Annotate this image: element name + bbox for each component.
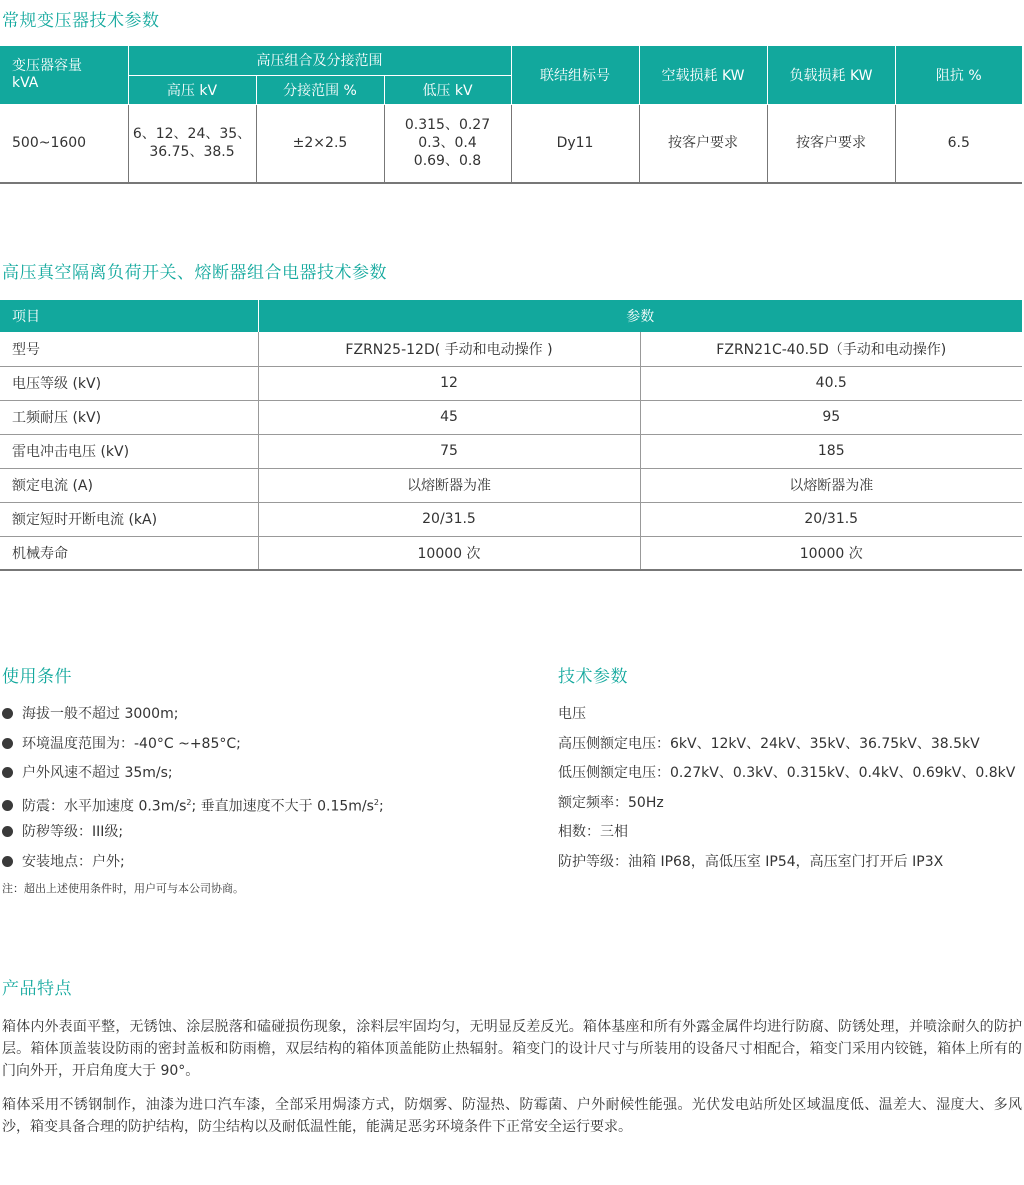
list-item: 户外风速不超过 35m/s; [2,763,384,793]
cell-hv: 6、12、24、35、 36.75、38.5 [128,104,256,183]
cell-impedance: 6.5 [895,104,1022,183]
bullet-icon [2,708,13,719]
header-load-loss: 负载损耗 KW [767,46,895,104]
row-value-a: 75 [258,434,640,468]
table-row [0,502,1022,536]
row-value-b: FZRN21C-40.5D（手动和电动操作) [640,332,1022,366]
cell-no-load: 按客户要求 [639,104,767,183]
list-item: 环境温度范围为：-40°C ~+85°C; [2,734,384,764]
features-paragraph-2: 箱体采用不锈钢制作，油漆为进口汽车漆，全部采用焗漆方式，防烟雾、防湿热、防霉菌、户外耐候性能强。光伏发电站所处区域温度低、温差大、湿度大、多风沙，箱变具备合理的防护结构，防尘结构以及耐低温性能，能满足恶劣环境条件下正常安全运行要求。 [2,1097,1022,1135]
header-capacity: 变压器容量 kVA [0,46,128,104]
list-item: 防护等级：油箱 IP68，高低压室 IP54，高压室门打开后 IP3X [558,853,944,870]
list-item: 额定频率：50Hz [558,794,664,811]
list-item: 防秽等级：III级; [2,822,384,852]
section-title-tech: 技术参数 [558,667,628,687]
list-item: 防震：水平加速度 $0.3m/s^2$; 垂直加速度不大于 $0.15m/s^2$; [2,793,384,823]
conditions-list [2,704,384,882]
list-item: 低压侧额定电压：0.27kV、0.3kV、0.315kV、0.4kV、0.69kV、0.8kV [558,765,1016,782]
row-value-b: 10000 次 [640,536,1022,570]
header-lv: 低压 kV [384,75,511,104]
header-param: 参数 [258,300,1022,332]
row-value-b: 40.5 [640,366,1022,400]
row-value-a: 以熔断器为准 [258,468,640,502]
row-label: 额定短时开断电流 (kA) [0,502,258,536]
bullet-icon [2,738,13,749]
row-value-a: 45 [258,400,640,434]
cell-lv: 0.315、0.27 0.3、0.4 0.69、0.8 [384,104,511,183]
header-vector-group: 联结组标号 [511,46,639,104]
bullet-icon [2,856,13,867]
section-title-features: 产品特点 [2,979,72,999]
row-label: 型号 [0,332,258,366]
row-value-b: 以熔断器为准 [640,468,1022,502]
row-label: 工频耐压 (kV) [0,400,258,434]
table-row [0,400,1022,434]
header-item: 项目 [0,300,258,332]
cell-load: 按客户要求 [767,104,895,183]
row-label: 雷电冲击电压 (kV) [0,434,258,468]
row-value-b: 185 [640,434,1022,468]
row-label: 机械寿命 [0,536,258,570]
bullet-icon [2,767,13,778]
header-impedance: 阻抗 % [895,46,1022,104]
table-row [0,434,1022,468]
table-row [0,536,1022,570]
section-title-transformer: 常规变压器技术参数 [2,11,160,31]
list-item: 相数：三相 [558,824,628,841]
table-row [0,104,1022,183]
row-value-a: 10000 次 [258,536,640,570]
table-row [0,468,1022,502]
cell-tap: ±2×2.5 [256,104,384,183]
bullet-icon [2,800,13,811]
list-item: 海拔一般不超过 3000m; [2,704,384,734]
features-paragraph-1: 箱体内外表面平整，无锈蚀、涂层脱落和磕碰损伤现象，涂料层牢固均匀，无明显反差反光。箱体基座和所有外露金属件均进行防腐、防锈处理，并喷涂耐久的防护层。箱体顶盖装设防雨的密封盖板和防雨檐，双层结构的箱体顶盖能防止热辐射。箱变门的设计尺寸与所装用的设备尺寸相配合，箱变门采用内铰链，箱体上所有的门向外开，开启角度大于 90°。 [2,1019,1022,1079]
switchgear-spec-table [0,300,1022,571]
header-hv-group: 高压组合及分接范围 [128,46,511,75]
conditions-note: 注：超出上述使用条件时，用户可与本公司协商。 [2,882,244,895]
cell-capacity: 500~1600 [0,104,128,183]
bullet-icon [2,826,13,837]
header-no-load-loss: 空载损耗 KW [639,46,767,104]
table-row [0,332,1022,366]
section-title-switchgear: 高压真空隔离负荷开关、熔断器组合电器技术参数 [2,263,387,283]
cell-vector: Dy11 [511,104,639,183]
row-label: 电压等级 (kV) [0,366,258,400]
table-row [0,366,1022,400]
header-tap: 分接范围 % [256,75,384,104]
row-value-a: 12 [258,366,640,400]
header-hv: 高压 kV [128,75,256,104]
list-item: 电压 [558,706,586,722]
row-label: 额定电流 (A) [0,468,258,502]
row-value-a: FZRN25-12D( 手动和电动操作 ) [258,332,640,366]
tech-list [558,704,1015,882]
list-item: 安装地点：户外; [2,852,384,882]
section-title-conditions: 使用条件 [2,667,72,687]
row-value-a: 20/31.5 [258,502,640,536]
row-value-b: 95 [640,400,1022,434]
transformer-spec-table [0,46,1022,184]
list-item: 高压侧额定电压：6kV、12kV、24kV、35kV、36.75kV、38.5kV [558,735,980,752]
row-value-b: 20/31.5 [640,502,1022,536]
